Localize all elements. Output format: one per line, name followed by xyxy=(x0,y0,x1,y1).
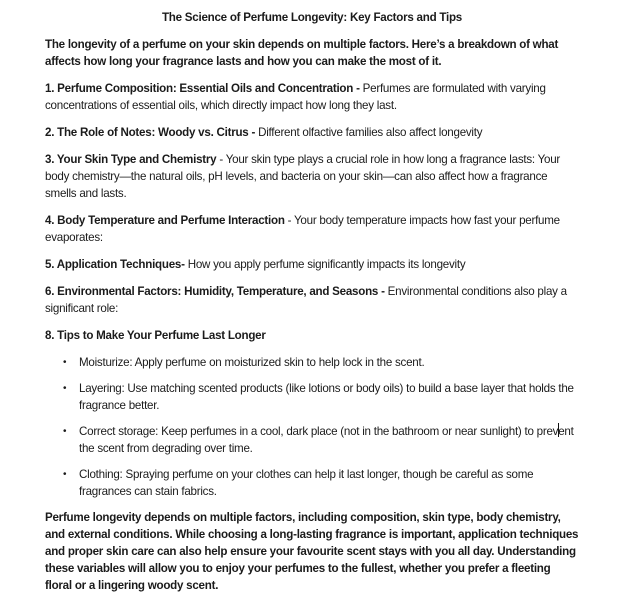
section-text-5[interactable]: How you apply perfume significantly impacts its longevity xyxy=(184,258,466,271)
section-text-1[interactable]: Perfumes are formulated with varying concentrations of essential oils, which directly impact how long they last. xyxy=(45,82,546,112)
tip-item-storage[interactable] xyxy=(45,423,579,457)
tip-text-clothing[interactable]: Clothing: Spraying perfume on your clothes can help it last longer, though be careful as some fragrances can stain fabrics. xyxy=(79,468,534,498)
bullet-icon: • xyxy=(63,357,67,368)
bullet-icon: • xyxy=(63,426,67,437)
bullet-icon: • xyxy=(63,469,67,480)
section-paragraph-5[interactable] xyxy=(45,256,579,273)
intro-paragraph[interactable]: The longevity of a perfume on your skin depends on multiple factors. Here’s a breakdown of what affects how long your fragrance lasts and how you can make the most of it. xyxy=(45,38,559,68)
bullet-icon: • xyxy=(63,383,67,394)
section-text-4[interactable]: - Your body temperature impacts how fast your perfume evaporates: xyxy=(45,214,560,244)
section-heading-6[interactable]: 6. Environmental Factors: Humidity, Temperature, and Seasons - xyxy=(45,285,385,298)
document-title[interactable]: The Science of Perfume Longevity: Key Factors and Tips xyxy=(161,11,463,24)
section-text-2[interactable]: Different olfactive families also affect longevity xyxy=(255,126,483,139)
section-heading-3[interactable]: 3. Your Skin Type and Chemistry xyxy=(45,153,217,166)
section-heading-1[interactable]: 1. Perfume Composition: Essential Oils and Concentration - xyxy=(45,82,360,95)
tips-heading[interactable]: 8. Tips to Make Your Perfume Last Longer xyxy=(45,329,266,342)
section-heading-4[interactable]: 4. Body Temperature and Perfume Interaction xyxy=(45,214,285,227)
section-text-6[interactable]: Environmental conditions also play a significant role: xyxy=(45,285,567,315)
section-paragraph-2[interactable] xyxy=(45,124,579,141)
section-paragraph-1[interactable] xyxy=(45,80,579,114)
tip-text-storage-before-caret[interactable]: Correct storage: Keep perfumes in a cool, dark place (not in the bathroom or near sunlight) to prev xyxy=(79,425,559,438)
section-paragraph-3[interactable] xyxy=(45,151,579,202)
tip-text-layering[interactable]: Layering: Use matching scented products (like lotions or body oils) to build a base layer that holds the fragrance better. xyxy=(79,382,574,412)
tips-list xyxy=(45,354,579,500)
tip-item-clothing[interactable] xyxy=(45,466,579,500)
tip-text-moisturize[interactable]: Moisturize: Apply perfume on moisturized skin to help lock in the scent. xyxy=(79,356,425,369)
tip-item-layering[interactable] xyxy=(45,380,579,414)
section-text-3[interactable]: - Your skin type plays a crucial role in how long a fragrance lasts: Your body chemistry—the natural oils, pH levels, and bacteria on your skin—can also affect how a fragrance smells and lasts. xyxy=(45,153,561,200)
section-paragraph-4[interactable] xyxy=(45,212,579,246)
section-paragraph-6[interactable] xyxy=(45,283,579,317)
tip-text-storage-after-caret[interactable]: ent the scent from degrading over time. xyxy=(79,425,574,455)
conclusion-paragraph[interactable]: Perfume longevity depends on multiple factors, including composition, skin type, body chemistry, and external conditions. While choosing a long-lasting fragrance is important, application techniques and proper skin care can also help ensure your favourite scent stays with you all day. Understanding these variables will allow you to enjoy your perfumes to the fullest, whether you prefer a fleeting floral or a lingering woody scent. xyxy=(45,511,579,592)
section-heading-5[interactable]: 5. Application Techniques- xyxy=(45,258,185,271)
tip-item-moisturize[interactable] xyxy=(45,354,579,371)
section-heading-2[interactable]: 2. The Role of Notes: Woody vs. Citrus - xyxy=(45,126,256,139)
